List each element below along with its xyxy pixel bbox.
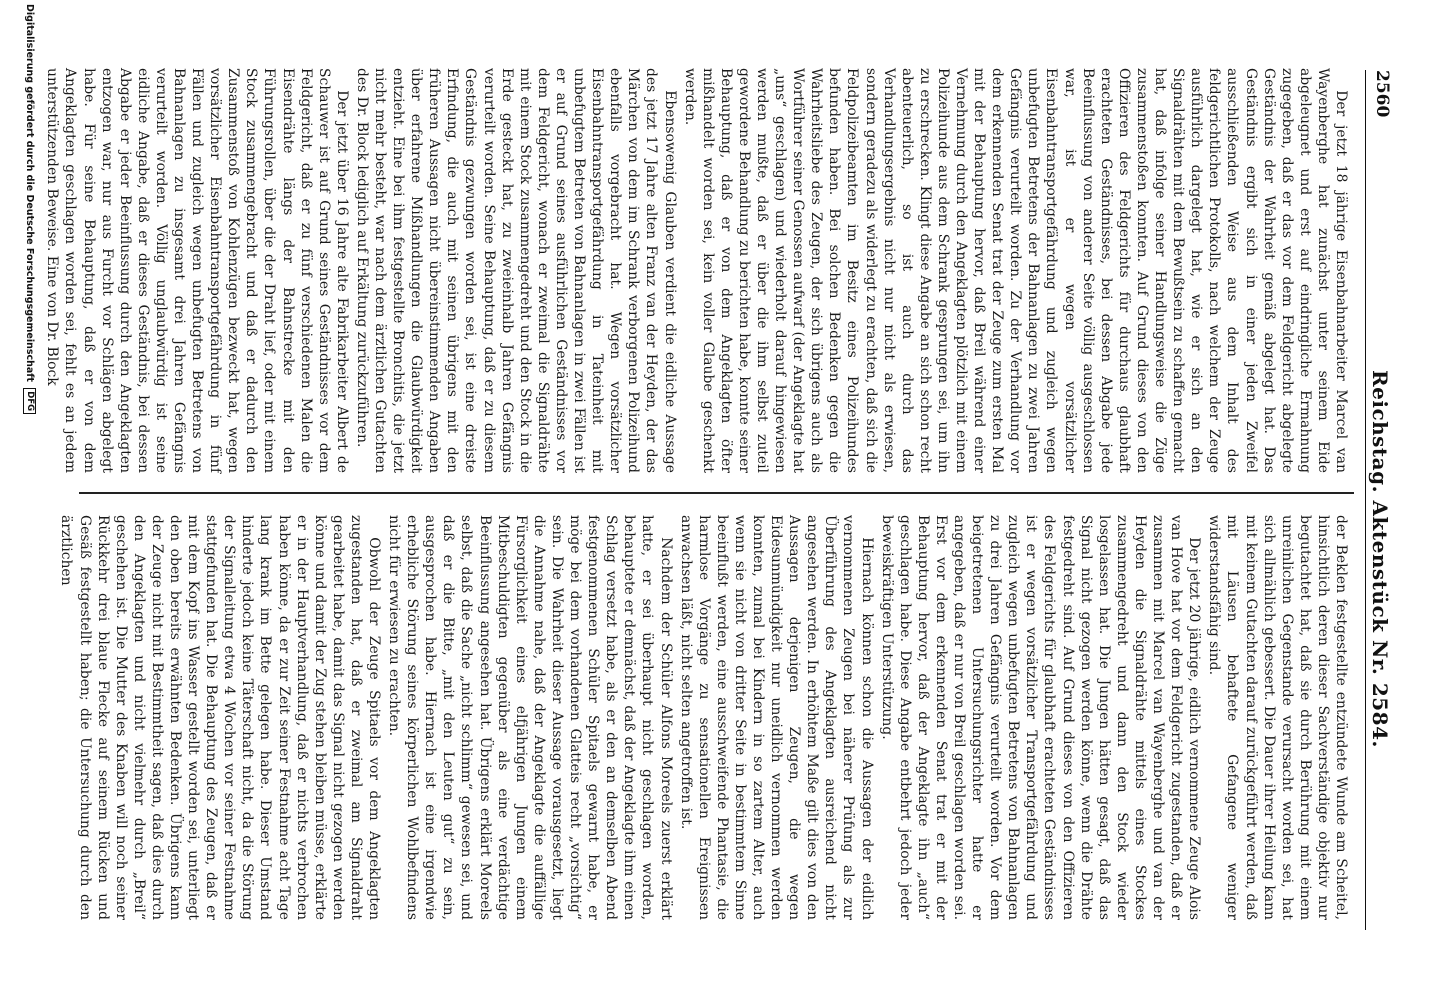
paragraph: Der jetzt über 16 Jahre alte Fabrikarbeiter Albert de Schauwer ist auf Grund seines Geständnisses vor dem Feldgericht, daß er zu fünf verschiedenen Malen die Eisendrähte längs der Bahnstrecke mit den Führungsrollen, über die der Draht lief, oder mit einem Stock zusammengebracht und daß er dadurch den Zusammenstoß von Kohlenzügen bezweckt hat, wegen vorsätzlicher Eisenbahntransportgefährdung in fünf Fällen und zugleich wegen unbefugten Betretens von Bahnanlagen zu insgesamt drei Jahren Gefängnis verurteilt worden. Völlig unglaubwürdig ist seine eidliche Angabe, daß er dieses Geständnis, bei dessen Abgabe er jeder Beeinflussung durch den Angeklagten entzogen war, nur aus Furcht vor Schlägen abgelegt habe. Für seine Behauptung, daß er von dem Angeklagten geschlagen worden sei, fehlt es an jedem unterstützenden Beweise. Eine von Dr. Block [44,68,350,473]
text-column-right [58,515,1350,920]
paragraph: Obwohl der Zeuge Spitaels vor dem Angeklagten zugestanden hat, daß er zweimal am Signaldraht gearbeitet habe, damit das Signal nicht gezogen werden könne und damit der Zug stehen bleiben müsse, erklärte er in der Hauptverhandlung, daß er nichts verbrochen haben könne, da er zur Zeit seiner Festnahme acht Tage lang krank im Bette gelegen habe. Dieser Umstand hinderte jedoch keine Täterschaft nicht, da die Störung der Signalleitung etwa 4 Wochen vor seiner Festnahme stattgefunden hat. Die Behauptung des Zeugen, daß er mit dem Kopf ins Wasser gestellt worden sei, unterliegt den oben bereits erwähnten Bedenken. Übrigens kann der Zeuge nicht mit Bestimmtheit sagen, daß dies durch den Angeklagten und nicht vielmehr durch „Breil“ geschehen ist. Die Mutter des Knaben will noch seiner Rückkehr drei blaue Flecke auf seinem Rücken und Gesäß festgestellt haben; die Untersuchung durch den ärztlichen [58,515,383,920]
paragraph: Nachdem der Schüler Alfons Moreels zuerst erklärt hatte, er sei überhaupt nicht geschlagen worden, behauptete er demnächst, daß der Angeklagte ihm einen Schlag versetzt habe, als er den an demselben Abend festgenommenen Schüler Spitaels gewarnt habe, er möge bei dem vorhandenen Glatteis recht „vorsichtig“ sein. Die Wahrheit dieser Aussage vorausgesetzt, liegt die Annahme nahe, daß der Angeklagte die auffällige Fürsorglichkeit eines elfjährigen Jungen einem Mitbeschuldigten gegenüber als eine verdächtige Beeinflussung angesehen hat. Übrigens erklärt Moreels selbst, daß die Sache „nicht schlimm“ gewesen sei, und daß er die Bitte, „mit den Leuten gut“ zu sein, ausgesprochen habe. Hiernach ist eine irgendwie erhebliche Störung seines körperlichen Wohlbefindens nicht für erwiesen zu erachten. [386,515,674,920]
column-divider [79,492,1354,494]
credit-text: Digitalisierung gefördert durch die Deutsche Forschungsgemeinschaft [24,4,35,382]
page-header [1365,70,1392,930]
page-title: Reichstag. Aktenstück Nr. 2584. [1368,370,1392,748]
paragraph: Der jetzt 18 jährige Eisenbahnarbeiter Marcel van Wayenberghe hat zunächst unter seinem Eide abgeleugnet und erst auf eindringliche Ermahnung zugegeben, daß er das vor dem Feldgericht abgelegte Geständnis der Wahrheit gemäß abgelegt hat. Das Geständnis ergibt sich in einer jeden Zweifel ausschließenden Weise aus dem Inhalt des feldgerichtlichen Protokolls, nach welchem der Zeuge ausführlich dargelegt hat, wie er sich an den Signaldrähten mit dem Bewußtsein zu schaffen gemacht hat, daß infolge seiner Handlungsweise die Züge zusammenstoßen konnten. Auf Grund dieses von den Offizieren des Feldgerichts für durchaus glaubhaft erachteten Geständnisses, bei dessen Abgabe jede Beeinflussung von anderer Seite völlig ausgeschlossen war, ist er wegen vorsätzlicher Eisenbahntransportgefährdung und zugleich wegen unbefugten Betretens der Bahnanlagen zu zwei Jahren Gefängnis verurteilt worden. Zu der Verhandlung vor dem erkennenden Senat trat der Zeuge zum ersten Mal mit der Behauptung hervor, daß Breil während einer Vernehmung durch den Angeklagten plötzlich mit einem Polizeihunde aus dem Schrank gesprungen sei, um ihn zu erschrecken. Klingt diese Angabe an sich schon recht abenteuerlich, so ist auch durch das Verhandlungsergebnis nicht nur nicht als erwiesen, sondern geradezu als widerlegt zu erachten, daß sich die Feldpolizeibeamten im Besitz eines Polizeihundes befunden haben. Bei solchen Bedenken gegen die Wahrheitsliebe des Zeugen, der sich übrigens auch als Wortführer seiner Genossen aufwarf (der Angeklagte hat „uns“ geschlagen) und wiederholt darauf hingewiesen werden mußte, daß er über die ihm selbst zuteil gewordene Behandlung zu berichten habe, konnte seiner Behauptung, daß er von dem Angeklagten öfter mißhandelt worden sei, kein voller Glaube geschenkt werden. [681,68,1349,473]
text-column-left [44,68,1350,473]
digitization-credit [20,4,36,994]
paragraph: Ebensowenig Glauben verdient die eidliche Aussage des jetzt 17 Jahre alten Franz van der Heyden, der das Märchen von dem im Schrank verborgenen Polizeihund ebenfalls vorgebracht hat. Wegen vorsätzlicher Eisenbahntransportgefährdung in Tateinheit mit unbefugtem Betreten von Bahnanlagen in zwei Fällen ist er auf Grund seines ausführlichen Geständnisses vor dem Feldgericht, wonach er zweimal die Signaldrähte mit einem Stock zusammengedreht und den Stock in die Erde gesteckt hat, zu zweieinhalb Jahren Gefängnis verurteilt worden. Seine Behauptung, daß er zu diesem Geständnis gezwungen worden sei, ist eine dreiste Erfindung, die auch mit seinen übrigens mit den früheren Aussagen nicht übereinstimmenden Angaben über erfahrene Mißhandlungen die Glaubwürdigkeit entzieht. Eine bei ihm festgestellte Bronchitis, die jetzt nicht mehr besteht, war nach dem ärztlichen Gutachten des Dr. Block lediglich auf Erkältung zurückzuführen. [353,68,678,473]
paragraph: Der jetzt 20 jährige, eidlich vernommene Zeuge Alois van Hove hat vor dem Feldgericht zugestanden, daß er zusammen mit Marcel van Wayenberghe und van der Heyden die Signaldrähte mittels eines Stockes zusammengedreht und dann den Stock wieder losgelassen hat. Die Jungen hätten gesagt, daß das Signal nicht gezogen werden könne, wenn die Drähte festgedreht sind. Auf Grund dieses von den Offizieren des Feldgerichts für glaubhaft erachteten Geständnisses ist er wegen vorsätzlicher Transportgefährdung und zugleich wegen unbefugten Betretens von Bahnanlagen zu drei Jahren Gefängnis verurteilt worden. Vor dem beigetretenen Untersuchungsrichter hatte er angegeben, daß er nur von Breil geschlagen worden sei. Erst vor dem erkennenden Senat trat er mit der Behauptung hervor, daß der Angeklagte ihn „auch“ geschlagen habe. Diese Angabe entbehrt jedoch jeder beweiskräftigen Unterstützung. [878,515,1203,920]
dfg-logo-icon: DFG [23,388,36,414]
page-number: 2560 [1372,70,1392,118]
paragraph: der Beklen festgestellte entzündete Wunde am Scheitel, hinsichtlich deren dieser Sachverständige objektiv nur begutachtet hat, daß sie durch Berührung mit einem unreinlichen Gegenstande verursacht worden sei, hat sich allmählich gebessert. Die Dauer ihrer Heilung kann mit keinem Gutachten darauf zurückgeführt werden, daß mit Läusen behaftete Gefangene weniger widerstandsfähig sind. [1206,515,1349,920]
paragraph: Hiernach können schon die Aussagen der eidlich vernommenen Zeugen bei näherer Prüfung als zur Überführung des Angeklagten ausreichend nicht angesehen werden. In erhöhtem Maße gilt dies von den Aussagen derjenigen Zeugen, die wegen Eidesunmündigkeit nur uneidlich vernommen werden konnten, zumal bei Kindern in so zartem Alter, auch wenn sie nicht von dritter Seite in bestimmtem Sinne beeinflußt werden, eine ausschweifende Phantasie, die harmlose Vorgänge zu sensationellen Ereignissen anwachsen läßt, nicht selten angetroffen ist. [677,515,875,920]
